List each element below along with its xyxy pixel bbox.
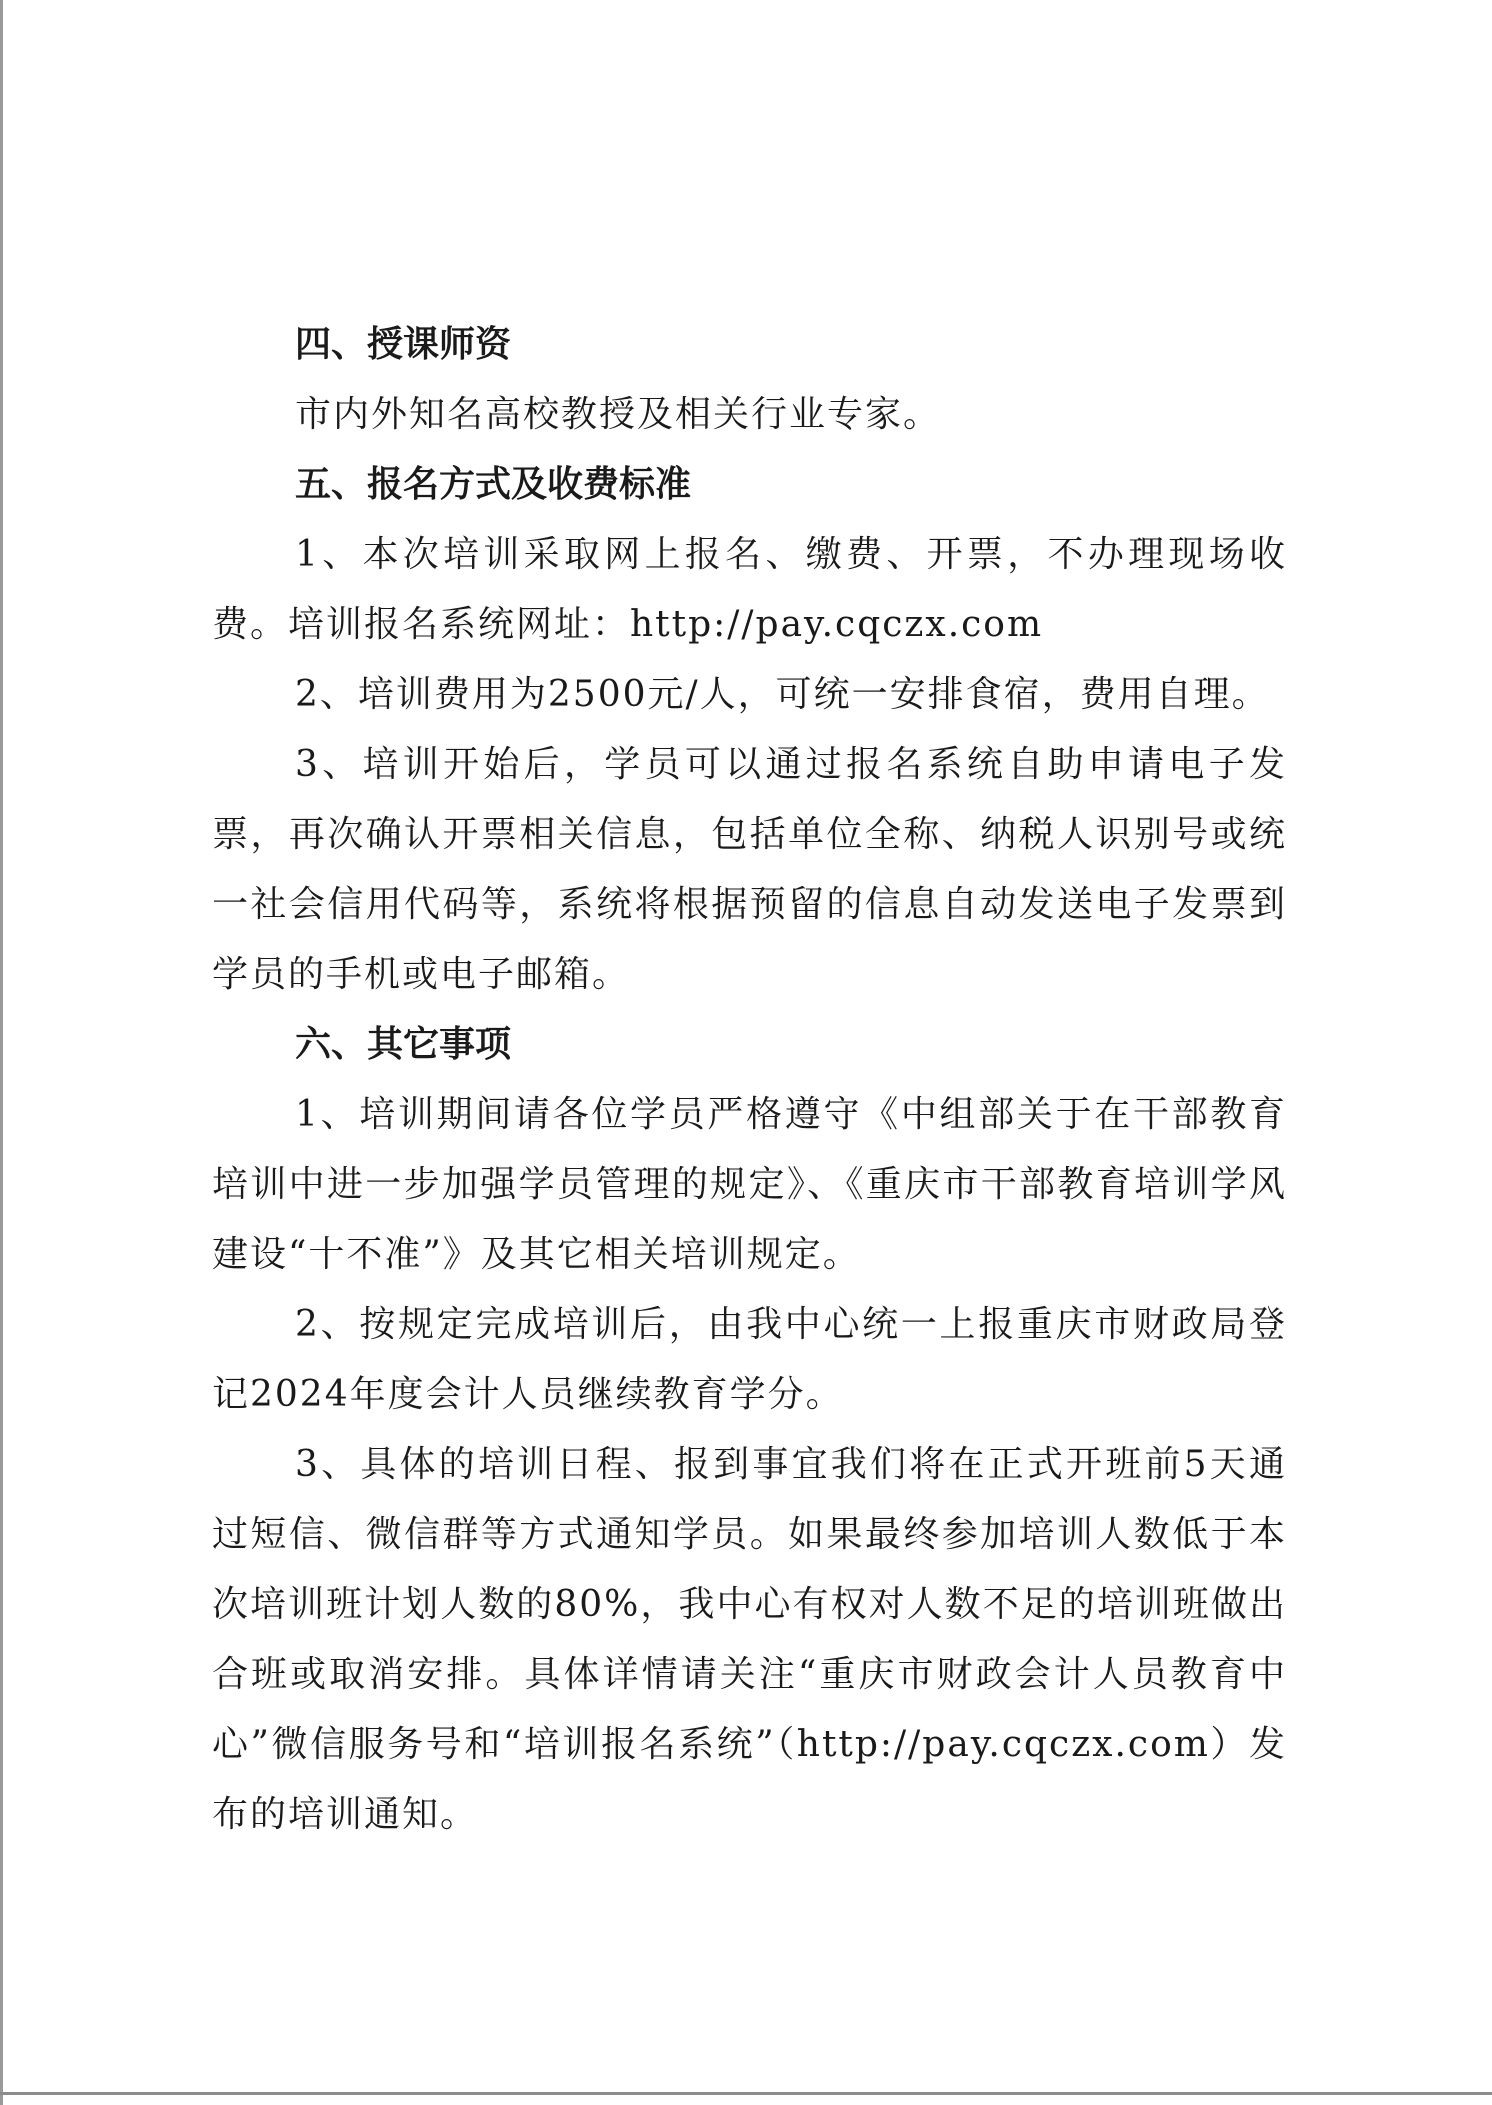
page-edge-bottom bbox=[0, 2092, 1492, 2095]
other-paragraph-1: 1、培训期间请各位学员严格遵守《中组部关于在干部教育培训中进一步加强学员管理的规定》、《重庆市干部教育培训学风建设“十不准”》及其它相关培训规定。 bbox=[212, 1094, 1287, 1275]
page-edge-left bbox=[0, 0, 3, 2105]
document-body bbox=[212, 310, 1287, 1850]
section-heading-other: 六、其它事项 bbox=[295, 1024, 512, 1065]
other-paragraph-3: 3、具体的培训日程、报到事宜我们将在正式开班前5天通过短信、微信群等方式通知学员。如果最终参加培训人数低于本次培训班计划人数的80%，我中心有权对人数不足的培训班做出合班或取消安排。具体详情请关注“重庆市财政会计人员教育中心”微信服务号和“培训报名系统”（http://pay.cqczx.com）发布的培训通知。 bbox=[212, 1444, 1287, 1835]
section-heading-faculty: 四、授课师资 bbox=[295, 324, 512, 365]
section-heading-registration: 五、报名方式及收费标准 bbox=[295, 464, 692, 505]
other-paragraph-2: 2、按规定完成培训后，由我中心统一上报重庆市财政局登记2024年度会计人员继续教育学分。 bbox=[212, 1304, 1287, 1415]
registration-paragraph-2: 2、培训费用为2500元/人，可统一安排食宿，费用自理。 bbox=[295, 674, 1270, 715]
registration-paragraph-1: 1、本次培训采取网上报名、缴费、开票，不办理现场收费。培训报名系统网址：http://pay.cqczx.com bbox=[212, 534, 1287, 645]
registration-paragraph-3: 3、培训开始后，学员可以通过报名系统自助申请电子发票，再次确认开票相关信息，包括单位全称、纳税人识别号或统一社会信用代码等，系统将根据预留的信息自动发送电子发票到学员的手机或电子邮箱。 bbox=[212, 744, 1287, 995]
faculty-paragraph: 市内外知名高校教授及相关行业专家。 bbox=[295, 394, 942, 435]
